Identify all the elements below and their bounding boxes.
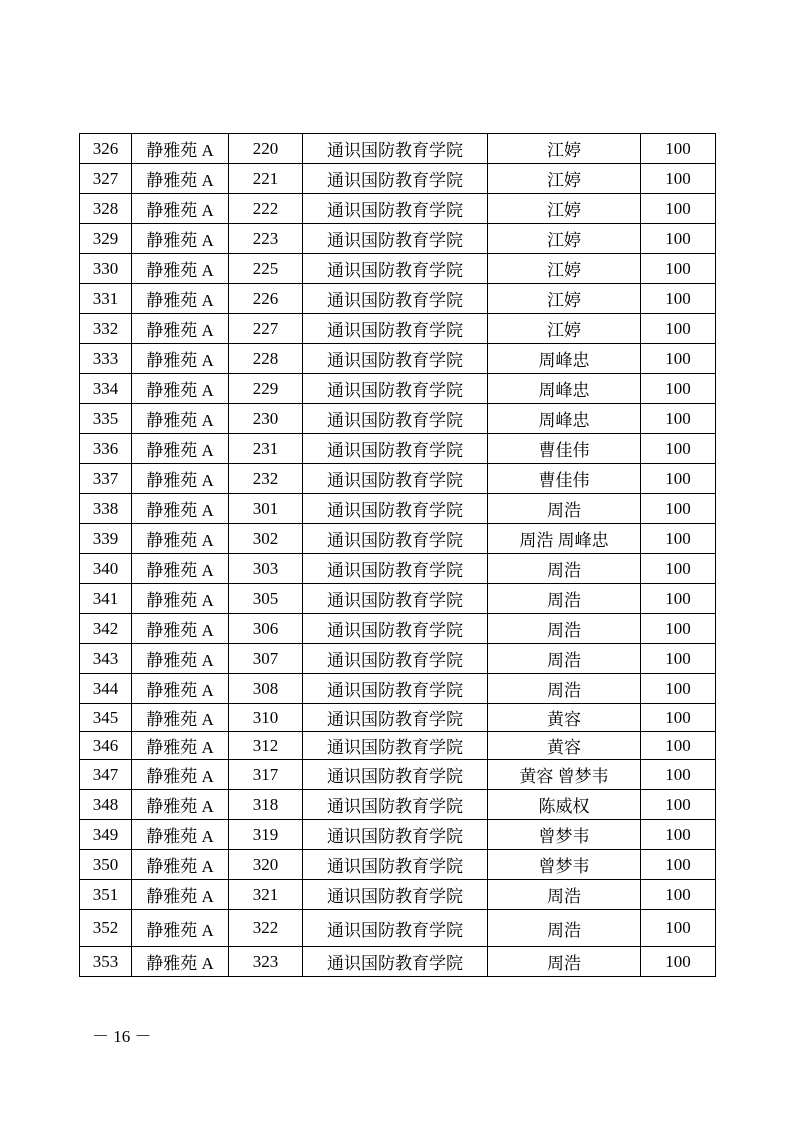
row-number-cell: 342 xyxy=(80,614,132,644)
building-cell: 静雅苑 A xyxy=(132,374,229,404)
room-number-cell: 303 xyxy=(229,554,303,584)
room-number-cell: 306 xyxy=(229,614,303,644)
score-cell: 100 xyxy=(641,880,716,910)
college-cell: 通识国防教育学院 xyxy=(303,644,488,674)
score-cell: 100 xyxy=(641,790,716,820)
room-number-cell: 232 xyxy=(229,464,303,494)
score-cell: 100 xyxy=(641,674,716,704)
building-cell: 静雅苑 A xyxy=(132,910,229,947)
score-cell: 100 xyxy=(641,194,716,224)
row-number-cell: 341 xyxy=(80,584,132,614)
score-cell: 100 xyxy=(641,644,716,674)
responsible-person-cell: 曹佳伟 xyxy=(488,464,641,494)
responsible-person-cell: 周浩 周峰忠 xyxy=(488,524,641,554)
responsible-person-cell: 周浩 xyxy=(488,947,641,977)
score-cell: 100 xyxy=(641,404,716,434)
table-row xyxy=(80,850,716,880)
building-cell: 静雅苑 A xyxy=(132,344,229,374)
responsible-person-cell: 江婷 xyxy=(488,134,641,164)
college-cell: 通识国防教育学院 xyxy=(303,790,488,820)
score-cell: 100 xyxy=(641,614,716,644)
room-number-cell: 228 xyxy=(229,344,303,374)
responsible-person-cell: 周浩 xyxy=(488,494,641,524)
college-cell: 通识国防教育学院 xyxy=(303,760,488,790)
responsible-person-cell: 江婷 xyxy=(488,254,641,284)
college-cell: 通识国防教育学院 xyxy=(303,224,488,254)
table-row xyxy=(80,284,716,314)
college-cell: 通识国防教育学院 xyxy=(303,434,488,464)
table-row xyxy=(80,554,716,584)
responsible-person-cell: 周浩 xyxy=(488,910,641,947)
building-cell: 静雅苑 A xyxy=(132,404,229,434)
page-number: － 16 － xyxy=(92,1027,152,1046)
college-cell: 通识国防教育学院 xyxy=(303,464,488,494)
building-cell: 静雅苑 A xyxy=(132,434,229,464)
college-cell: 通识国防教育学院 xyxy=(303,314,488,344)
building-cell: 静雅苑 A xyxy=(132,644,229,674)
room-number-cell: 312 xyxy=(229,732,303,760)
row-number-cell: 345 xyxy=(80,704,132,732)
row-number-cell: 326 xyxy=(80,134,132,164)
table-row xyxy=(80,164,716,194)
score-cell: 100 xyxy=(641,732,716,760)
row-number-cell: 338 xyxy=(80,494,132,524)
room-number-cell: 323 xyxy=(229,947,303,977)
room-number-cell: 226 xyxy=(229,284,303,314)
score-cell: 100 xyxy=(641,850,716,880)
row-number-cell: 353 xyxy=(80,947,132,977)
college-cell: 通识国防教育学院 xyxy=(303,947,488,977)
room-number-cell: 307 xyxy=(229,644,303,674)
responsible-person-cell: 江婷 xyxy=(488,314,641,344)
building-cell: 静雅苑 A xyxy=(132,947,229,977)
responsible-person-cell: 江婷 xyxy=(488,194,641,224)
room-number-cell: 231 xyxy=(229,434,303,464)
responsible-person-cell: 曾梦韦 xyxy=(488,850,641,880)
college-cell: 通识国防教育学院 xyxy=(303,674,488,704)
row-number-cell: 331 xyxy=(80,284,132,314)
building-cell: 静雅苑 A xyxy=(132,880,229,910)
building-cell: 静雅苑 A xyxy=(132,674,229,704)
score-cell: 100 xyxy=(641,344,716,374)
room-number-cell: 310 xyxy=(229,704,303,732)
table-row xyxy=(80,464,716,494)
score-cell: 100 xyxy=(641,820,716,850)
row-number-cell: 351 xyxy=(80,880,132,910)
row-number-cell: 334 xyxy=(80,374,132,404)
college-cell: 通识国防教育学院 xyxy=(303,910,488,947)
responsible-person-cell: 周峰忠 xyxy=(488,344,641,374)
room-number-cell: 222 xyxy=(229,194,303,224)
college-cell: 通识国防教育学院 xyxy=(303,704,488,732)
table-row xyxy=(80,704,716,732)
row-number-cell: 332 xyxy=(80,314,132,344)
college-cell: 通识国防教育学院 xyxy=(303,820,488,850)
score-cell: 100 xyxy=(641,524,716,554)
dormitory-score-table xyxy=(79,133,716,977)
table-row xyxy=(80,910,716,947)
score-cell: 100 xyxy=(641,704,716,732)
college-cell: 通识国防教育学院 xyxy=(303,732,488,760)
room-number-cell: 225 xyxy=(229,254,303,284)
table-row xyxy=(80,790,716,820)
table-row xyxy=(80,434,716,464)
responsible-person-cell: 黄容 xyxy=(488,732,641,760)
college-cell: 通识国防教育学院 xyxy=(303,850,488,880)
college-cell: 通识国防教育学院 xyxy=(303,404,488,434)
row-number-cell: 346 xyxy=(80,732,132,760)
responsible-person-cell: 曹佳伟 xyxy=(488,434,641,464)
room-number-cell: 227 xyxy=(229,314,303,344)
row-number-cell: 348 xyxy=(80,790,132,820)
row-number-cell: 335 xyxy=(80,404,132,434)
row-number-cell: 350 xyxy=(80,850,132,880)
room-number-cell: 318 xyxy=(229,790,303,820)
building-cell: 静雅苑 A xyxy=(132,464,229,494)
college-cell: 通识国防教育学院 xyxy=(303,614,488,644)
row-number-cell: 339 xyxy=(80,524,132,554)
score-cell: 100 xyxy=(641,910,716,947)
table-row xyxy=(80,344,716,374)
table-row xyxy=(80,374,716,404)
building-cell: 静雅苑 A xyxy=(132,790,229,820)
college-cell: 通识国防教育学院 xyxy=(303,584,488,614)
college-cell: 通识国防教育学院 xyxy=(303,524,488,554)
building-cell: 静雅苑 A xyxy=(132,554,229,584)
responsible-person-cell: 周浩 xyxy=(488,674,641,704)
building-cell: 静雅苑 A xyxy=(132,224,229,254)
row-number-cell: 327 xyxy=(80,164,132,194)
responsible-person-cell: 周浩 xyxy=(488,880,641,910)
responsible-person-cell: 周浩 xyxy=(488,614,641,644)
row-number-cell: 344 xyxy=(80,674,132,704)
room-number-cell: 317 xyxy=(229,760,303,790)
row-number-cell: 340 xyxy=(80,554,132,584)
table-row xyxy=(80,194,716,224)
responsible-person-cell: 江婷 xyxy=(488,164,641,194)
table-row xyxy=(80,314,716,344)
building-cell: 静雅苑 A xyxy=(132,254,229,284)
score-cell: 100 xyxy=(641,284,716,314)
row-number-cell: 347 xyxy=(80,760,132,790)
score-cell: 100 xyxy=(641,584,716,614)
score-cell: 100 xyxy=(641,374,716,404)
table-row xyxy=(80,254,716,284)
building-cell: 静雅苑 A xyxy=(132,584,229,614)
score-cell: 100 xyxy=(641,224,716,254)
responsible-person-cell: 江婷 xyxy=(488,284,641,314)
row-number-cell: 328 xyxy=(80,194,132,224)
table-row xyxy=(80,524,716,554)
building-cell: 静雅苑 A xyxy=(132,820,229,850)
table-row xyxy=(80,224,716,254)
responsible-person-cell: 黄容 xyxy=(488,704,641,732)
row-number-cell: 329 xyxy=(80,224,132,254)
building-cell: 静雅苑 A xyxy=(132,284,229,314)
building-cell: 静雅苑 A xyxy=(132,704,229,732)
score-cell: 100 xyxy=(641,254,716,284)
responsible-person-cell: 江婷 xyxy=(488,224,641,254)
building-cell: 静雅苑 A xyxy=(132,732,229,760)
college-cell: 通识国防教育学院 xyxy=(303,134,488,164)
score-cell: 100 xyxy=(641,434,716,464)
building-cell: 静雅苑 A xyxy=(132,524,229,554)
room-number-cell: 319 xyxy=(229,820,303,850)
row-number-cell: 337 xyxy=(80,464,132,494)
responsible-person-cell: 周浩 xyxy=(488,644,641,674)
table-body xyxy=(80,134,716,977)
responsible-person-cell: 陈威权 xyxy=(488,790,641,820)
room-number-cell: 229 xyxy=(229,374,303,404)
responsible-person-cell: 黄容 曾梦韦 xyxy=(488,760,641,790)
building-cell: 静雅苑 A xyxy=(132,614,229,644)
responsible-person-cell: 周浩 xyxy=(488,554,641,584)
building-cell: 静雅苑 A xyxy=(132,760,229,790)
score-cell: 100 xyxy=(641,494,716,524)
score-cell: 100 xyxy=(641,464,716,494)
building-cell: 静雅苑 A xyxy=(132,494,229,524)
row-number-cell: 336 xyxy=(80,434,132,464)
building-cell: 静雅苑 A xyxy=(132,134,229,164)
responsible-person-cell: 周浩 xyxy=(488,584,641,614)
table-row xyxy=(80,760,716,790)
room-number-cell: 220 xyxy=(229,134,303,164)
score-cell: 100 xyxy=(641,554,716,584)
college-cell: 通识国防教育学院 xyxy=(303,284,488,314)
row-number-cell: 333 xyxy=(80,344,132,374)
responsible-person-cell: 周峰忠 xyxy=(488,404,641,434)
college-cell: 通识国防教育学院 xyxy=(303,164,488,194)
room-number-cell: 308 xyxy=(229,674,303,704)
room-number-cell: 322 xyxy=(229,910,303,947)
table-row xyxy=(80,494,716,524)
row-number-cell: 352 xyxy=(80,910,132,947)
college-cell: 通识国防教育学院 xyxy=(303,554,488,584)
room-number-cell: 221 xyxy=(229,164,303,194)
score-cell: 100 xyxy=(641,134,716,164)
college-cell: 通识国防教育学院 xyxy=(303,374,488,404)
college-cell: 通识国防教育学院 xyxy=(303,194,488,224)
building-cell: 静雅苑 A xyxy=(132,850,229,880)
college-cell: 通识国防教育学院 xyxy=(303,494,488,524)
room-number-cell: 321 xyxy=(229,880,303,910)
responsible-person-cell: 周峰忠 xyxy=(488,374,641,404)
row-number-cell: 330 xyxy=(80,254,132,284)
room-number-cell: 230 xyxy=(229,404,303,434)
room-number-cell: 320 xyxy=(229,850,303,880)
room-number-cell: 301 xyxy=(229,494,303,524)
row-number-cell: 343 xyxy=(80,644,132,674)
room-number-cell: 223 xyxy=(229,224,303,254)
table-row xyxy=(80,614,716,644)
table-row xyxy=(80,732,716,760)
table-row xyxy=(80,820,716,850)
college-cell: 通识国防教育学院 xyxy=(303,344,488,374)
score-cell: 100 xyxy=(641,947,716,977)
table-row xyxy=(80,880,716,910)
building-cell: 静雅苑 A xyxy=(132,314,229,344)
score-cell: 100 xyxy=(641,164,716,194)
score-cell: 100 xyxy=(641,760,716,790)
building-cell: 静雅苑 A xyxy=(132,164,229,194)
table-row xyxy=(80,674,716,704)
room-number-cell: 305 xyxy=(229,584,303,614)
table-row xyxy=(80,947,716,977)
table-row xyxy=(80,404,716,434)
responsible-person-cell: 曾梦韦 xyxy=(488,820,641,850)
college-cell: 通识国防教育学院 xyxy=(303,254,488,284)
row-number-cell: 349 xyxy=(80,820,132,850)
score-cell: 100 xyxy=(641,314,716,344)
table-row xyxy=(80,584,716,614)
building-cell: 静雅苑 A xyxy=(132,194,229,224)
room-number-cell: 302 xyxy=(229,524,303,554)
college-cell: 通识国防教育学院 xyxy=(303,880,488,910)
table-row xyxy=(80,134,716,164)
table-row xyxy=(80,644,716,674)
